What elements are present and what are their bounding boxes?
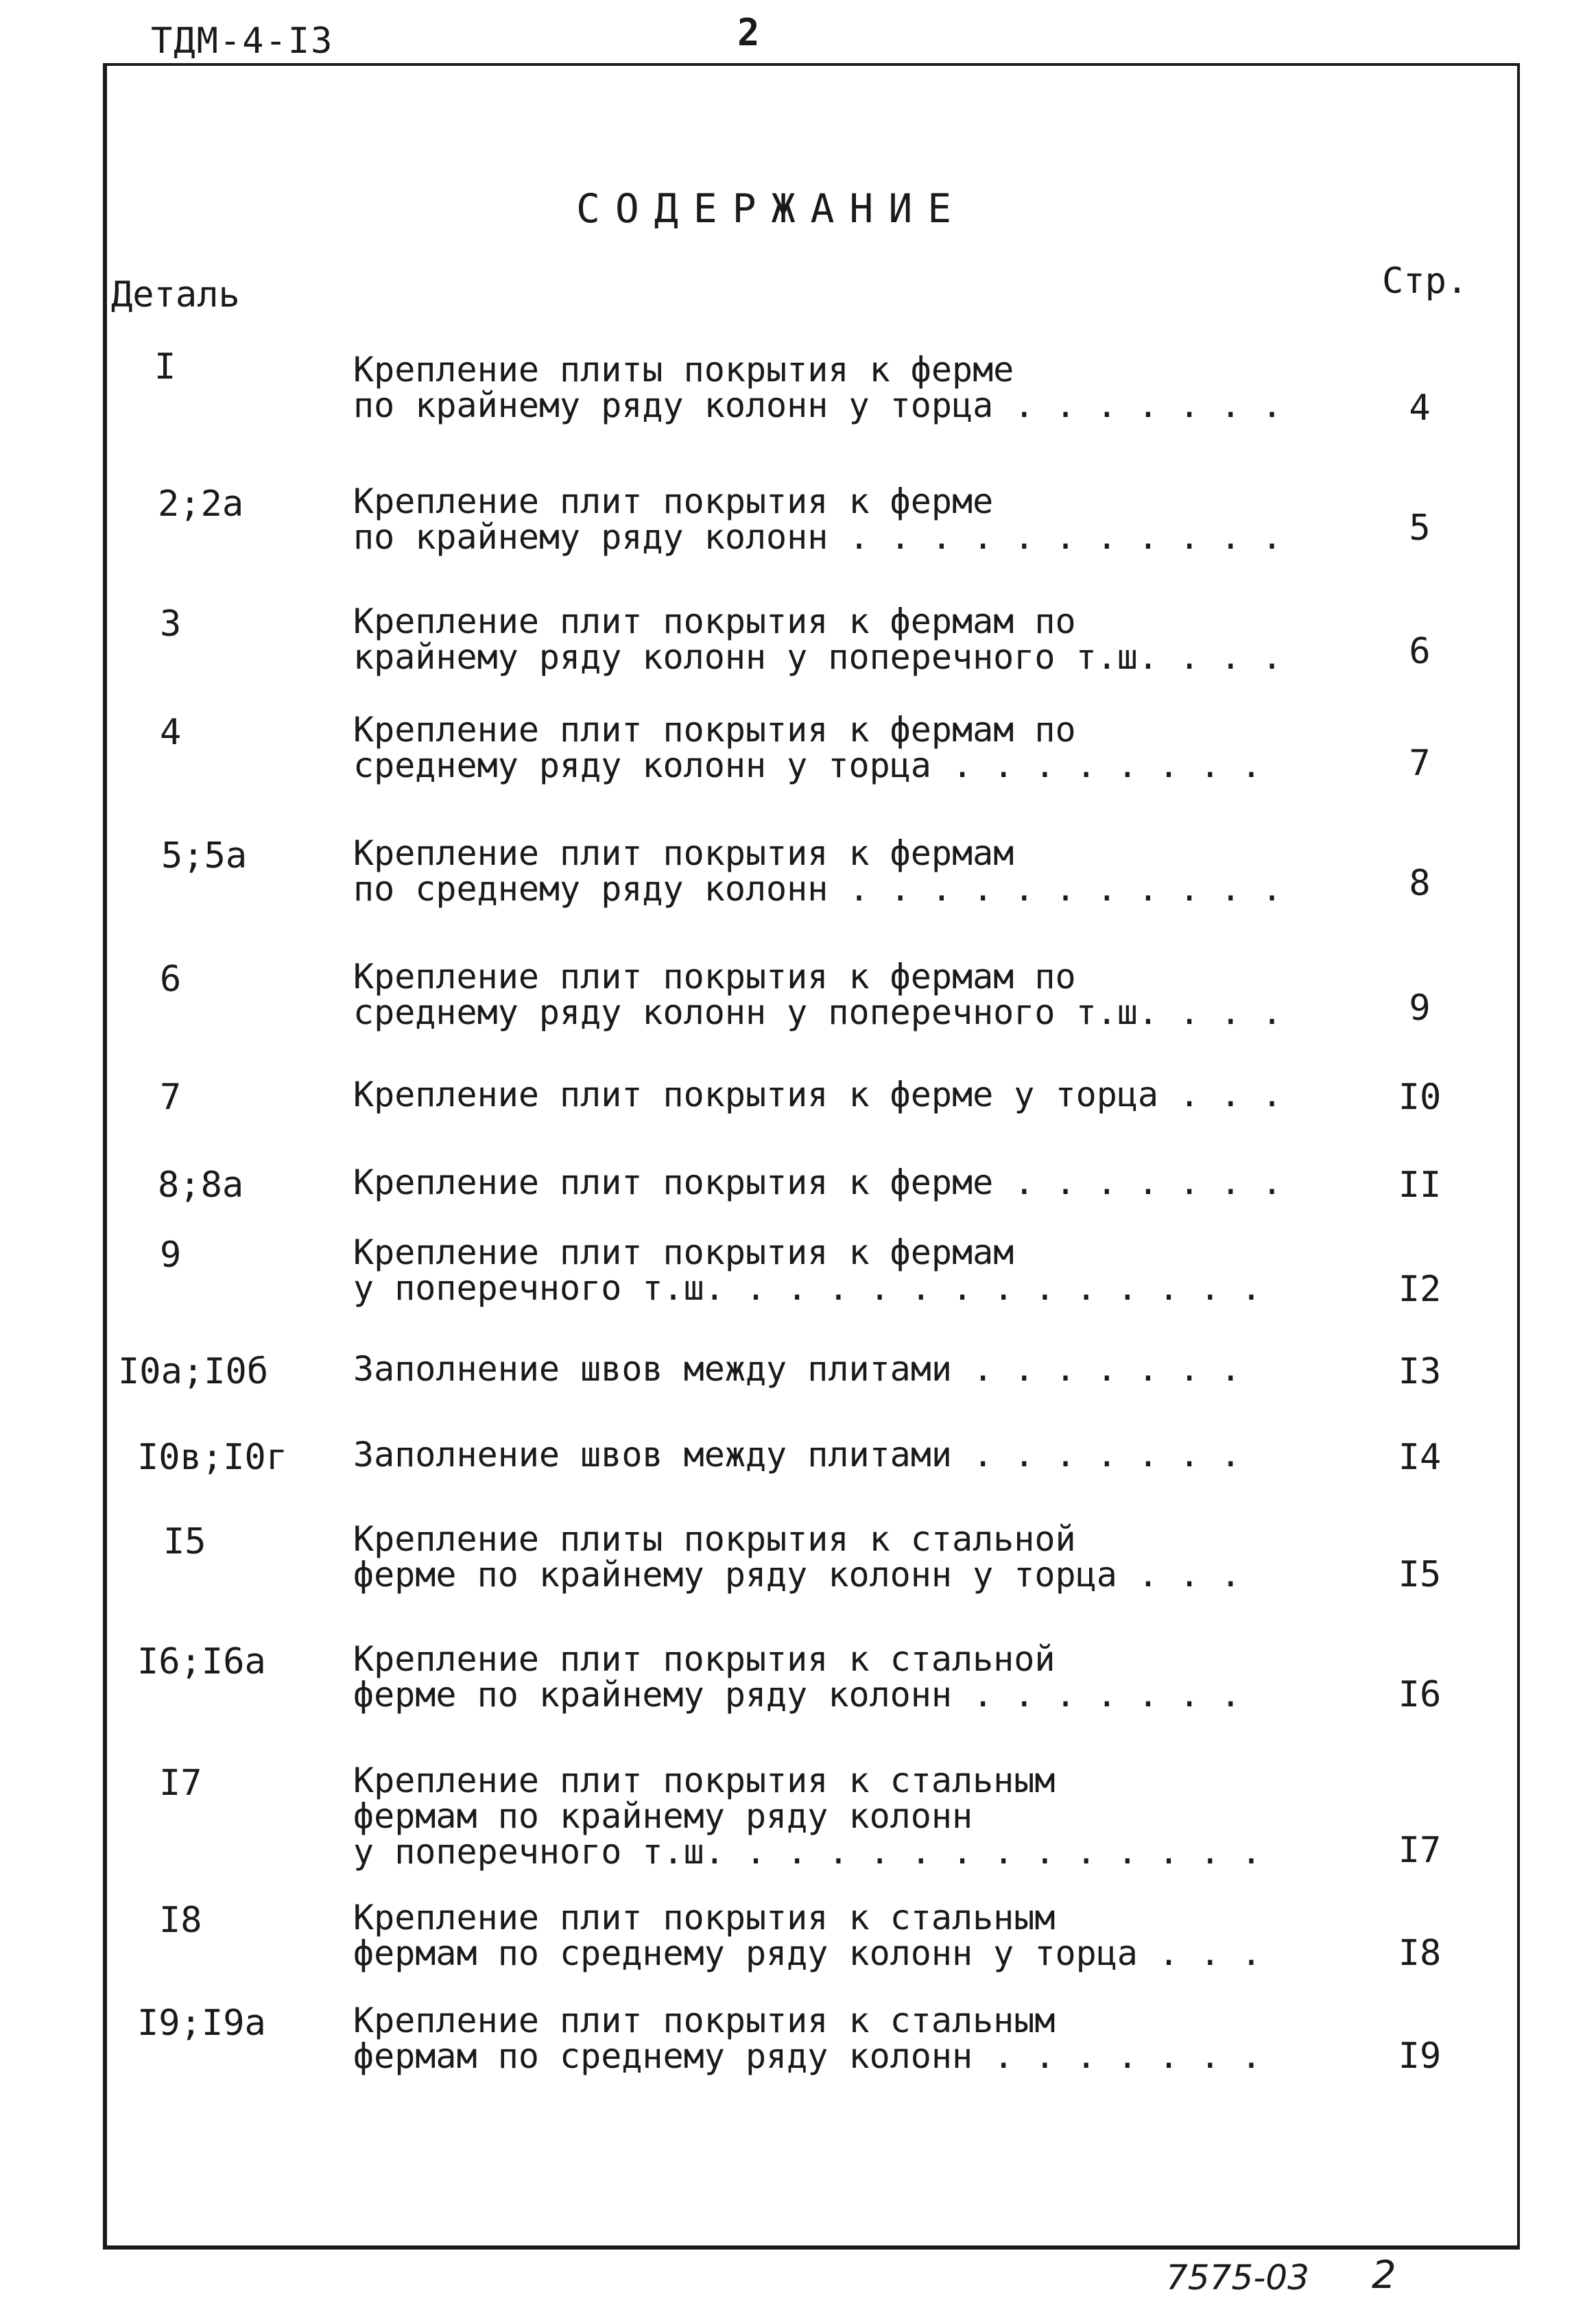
entry-page: 6 bbox=[1409, 631, 1431, 672]
entry-number: I7 bbox=[159, 1763, 202, 1804]
entry-page: I5 bbox=[1398, 1554, 1442, 1595]
entry-number: I5 bbox=[163, 1521, 206, 1562]
entry-number: 3 bbox=[160, 604, 182, 645]
entry-number: 5;5а bbox=[161, 835, 248, 877]
entry-text: Крепление плит покрытия к фермам по среднему ряду колонн у поперечного т.ш. . . . bbox=[353, 957, 1283, 1032]
entry-number: 9 bbox=[160, 1235, 182, 1276]
entry-text: Крепление плит покрытия к стальным фермам по среднему ряду колонн у торца . . . bbox=[353, 1898, 1262, 1973]
detail-column-header: Деталь bbox=[111, 274, 240, 315]
entry-number: I bbox=[154, 346, 176, 388]
entry-number: 6 bbox=[160, 959, 182, 1000]
entry-number: I8 bbox=[159, 1900, 202, 1941]
entry-page: 9 bbox=[1409, 988, 1431, 1029]
entry-page: 4 bbox=[1409, 388, 1431, 429]
entry-text: Крепление плит покрытия к фермам по среднему ряду колонн у торца . . . . . . . . bbox=[353, 710, 1262, 785]
entry-number: I0а;I0б bbox=[118, 1351, 269, 1392]
entry-page: I3 bbox=[1398, 1351, 1442, 1392]
entry-number: 8;8а bbox=[158, 1165, 244, 1206]
entry-text: Крепление плиты покрытия к стальной ферме по крайнему ряду колонн у торца . . . bbox=[353, 1519, 1241, 1595]
entry-page: I0 bbox=[1398, 1077, 1442, 1118]
entry-page: I9 bbox=[1398, 2036, 1442, 2077]
entry-page: I4 bbox=[1398, 1437, 1442, 1478]
entry-text: Крепление плит покрытия к фермам у поперечного т.ш. . . . . . . . . . . . . . bbox=[353, 1232, 1262, 1308]
document-number: 7575-03 bbox=[1166, 2258, 1309, 2298]
entry-number: 2;2а bbox=[158, 484, 244, 525]
entry-page: I2 bbox=[1398, 1269, 1442, 1310]
entry-number: I9;I9а bbox=[137, 2003, 266, 2044]
page-number-top: 2 bbox=[737, 11, 760, 54]
entry-number: 4 bbox=[160, 712, 182, 753]
entry-page: I7 bbox=[1398, 1830, 1442, 1871]
entry-text: Крепление плит покрытия к ферме по крайнему ряду колонн . . . . . . . . . . . bbox=[353, 481, 1283, 557]
page-column-header: Стр. bbox=[1382, 261, 1468, 302]
entry-number: 7 bbox=[160, 1077, 182, 1118]
entry-text: Крепление плит покрытия к стальным фермам по крайнему ряду колонн у поперечного т.ш. . . . . . . . . . . . . . bbox=[353, 1761, 1262, 1872]
entry-number: I6;I6а bbox=[137, 1641, 266, 1682]
page-title: СОДЕРЖАНИЕ bbox=[576, 185, 967, 232]
entry-page: I8 bbox=[1398, 1933, 1442, 1974]
entry-page: II bbox=[1398, 1165, 1442, 1206]
entry-text: Заполнение швов между плитами . . . . . . . bbox=[353, 1349, 1241, 1389]
entry-text: Крепление плит покрытия к ферме у торца . . . bbox=[353, 1075, 1283, 1114]
entry-number: I0в;I0г bbox=[137, 1437, 288, 1478]
page-number-bottom: 2 bbox=[1372, 2253, 1396, 2298]
entry-text: Крепление плит покрытия к ферме . . . . . . . bbox=[353, 1163, 1283, 1202]
entry-text: Крепление плиты покрытия к ферме по крайнему ряду колонн у торца . . . . . . . bbox=[353, 350, 1283, 425]
document-code: ТДМ-4-I3 bbox=[151, 21, 334, 62]
entry-text: Крепление плит покрытия к стальным фермам по среднему ряду колонн . . . . . . . bbox=[353, 2001, 1262, 2076]
entry-text: Крепление плит покрытия к стальной ферме по крайнему ряду колонн . . . . . . . bbox=[353, 1639, 1241, 1715]
entry-text: Крепление плит покрытия к фермам по крайнему ряду колонн у поперечного т.ш. . . . bbox=[353, 601, 1283, 677]
entry-page: 8 bbox=[1409, 863, 1431, 904]
entry-page: 7 bbox=[1409, 743, 1431, 784]
entry-page: I6 bbox=[1398, 1674, 1442, 1715]
entry-text: Заполнение швов между плитами . . . . . . . bbox=[353, 1435, 1241, 1475]
entry-text: Крепление плит покрытия к фермам по среднему ряду колонн . . . . . . . . . . . bbox=[353, 833, 1283, 909]
entry-page: 5 bbox=[1409, 508, 1431, 549]
